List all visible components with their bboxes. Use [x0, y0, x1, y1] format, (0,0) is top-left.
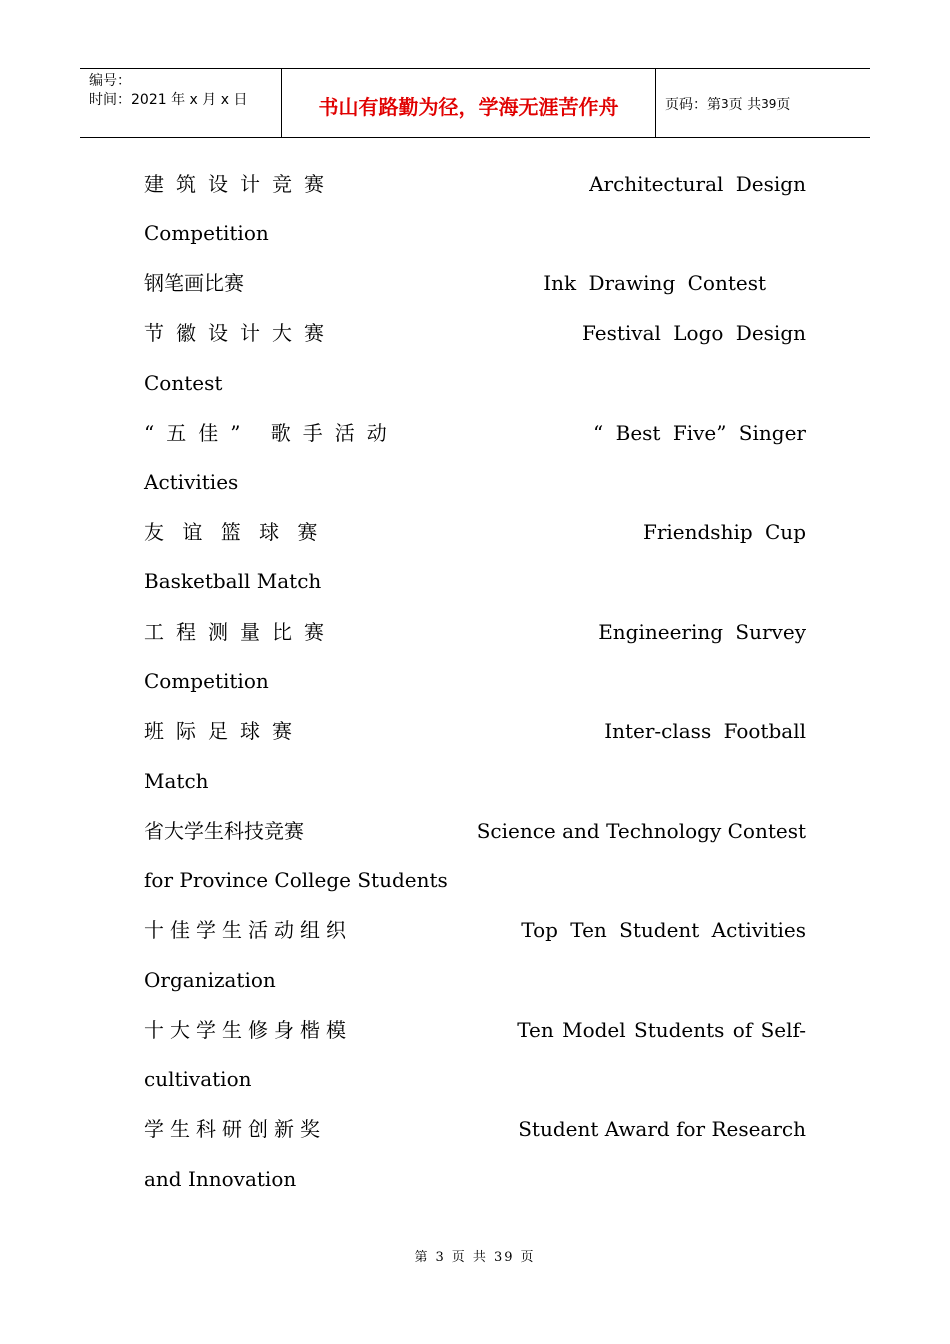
entry-en: Inter-class Football: [604, 719, 806, 743]
entry-en-cont: for Province College Students: [144, 868, 448, 892]
footer-mid: 页 共: [451, 1250, 488, 1265]
page-label: 页码：第: [665, 97, 721, 113]
entry-line: [144, 268, 806, 298]
entry-line: [144, 318, 806, 348]
entry-continuation: [144, 666, 806, 696]
entry-en-cont: cultivation: [144, 1067, 252, 1091]
entry-line: [144, 1015, 806, 1045]
footer-prefix: 第: [414, 1250, 430, 1265]
entry-cn: 节徽设计大赛: [144, 321, 336, 345]
entry-en: Engineering Survey: [598, 620, 806, 644]
page-end: 页: [776, 97, 791, 113]
footer-total: 39: [493, 1250, 515, 1265]
entry-continuation: [144, 368, 806, 398]
entry-cn: “五佳” 歌手活动: [144, 421, 399, 445]
entry-en-cont: Competition: [144, 221, 269, 245]
entry-en-cont: Organization: [144, 968, 276, 992]
entry-en: Ink Drawing Contest: [543, 271, 766, 295]
entry-en: Student Award for Research: [518, 1117, 806, 1141]
entry-cn: 学生科研创新奖: [144, 1117, 326, 1141]
entry-line: [144, 418, 806, 448]
time-text: 时间：2021 年 x 月 x 日: [89, 92, 248, 108]
entry-cn: 十大学生修身楷模: [144, 1018, 352, 1042]
entry-line: [144, 915, 806, 945]
page-number: 3: [721, 97, 729, 111]
entry-en-cont: Competition: [144, 669, 269, 693]
entry-cn: 省大学生科技竞赛: [144, 819, 304, 843]
entry-cn: 工程测量比赛: [144, 620, 336, 644]
entry-cn: 钢笔画比赛: [144, 271, 244, 295]
entry-line: [144, 716, 806, 746]
entry-continuation: [144, 467, 806, 497]
entry-continuation: [144, 766, 806, 796]
entry-cn: 班际足球赛: [144, 719, 304, 743]
number-label: 编号：: [89, 73, 131, 89]
entry-en: Architectural Design: [589, 172, 806, 196]
entry-en-cont: Activities: [144, 470, 239, 494]
entry-cn: 建筑设计竞赛: [144, 172, 336, 196]
entry-en: Ten Model Students of Self-: [517, 1018, 806, 1042]
page-mid: 页 共: [728, 97, 762, 113]
page-header: [80, 68, 870, 138]
entry-continuation: [144, 566, 806, 596]
entry-en: Festival Logo Design: [581, 321, 806, 345]
header-meta: [80, 69, 282, 137]
entry-en: “ Best Five” Singer: [593, 421, 806, 445]
entry-en-cont: and Innovation: [144, 1167, 297, 1191]
entry-en: Friendship Cup: [642, 520, 806, 544]
footer-page: 3: [435, 1250, 446, 1265]
entry-line: [144, 617, 806, 647]
page-footer: [0, 1246, 950, 1265]
header-motto: 书山有路勤为径，学海无涯苦作舟: [282, 69, 656, 137]
entry-continuation: [144, 1064, 806, 1094]
header-page-info: [656, 69, 870, 137]
footer-suffix: 页: [520, 1250, 536, 1265]
entry-continuation: [144, 865, 806, 895]
page-total: 39: [761, 97, 777, 111]
entry-cn: 友 谊 篮 球 赛: [144, 520, 324, 544]
entry-continuation: [144, 1164, 806, 1194]
entry-en: Top Ten Student Activities: [521, 918, 806, 942]
entry-en: Science and Technology Contest: [476, 819, 806, 843]
entry-line: [144, 816, 806, 846]
entry-en-cont: Basketball Match: [144, 569, 322, 593]
entry-line: [144, 169, 806, 199]
entry-en-cont: Contest: [144, 371, 223, 395]
entry-line: [144, 1114, 806, 1144]
entry-cn: 十佳学生活动组织: [144, 918, 352, 942]
entry-line: [144, 517, 806, 547]
entry-continuation: [144, 218, 806, 248]
entry-continuation: [144, 965, 806, 995]
entry-en-cont: Match: [144, 769, 209, 793]
